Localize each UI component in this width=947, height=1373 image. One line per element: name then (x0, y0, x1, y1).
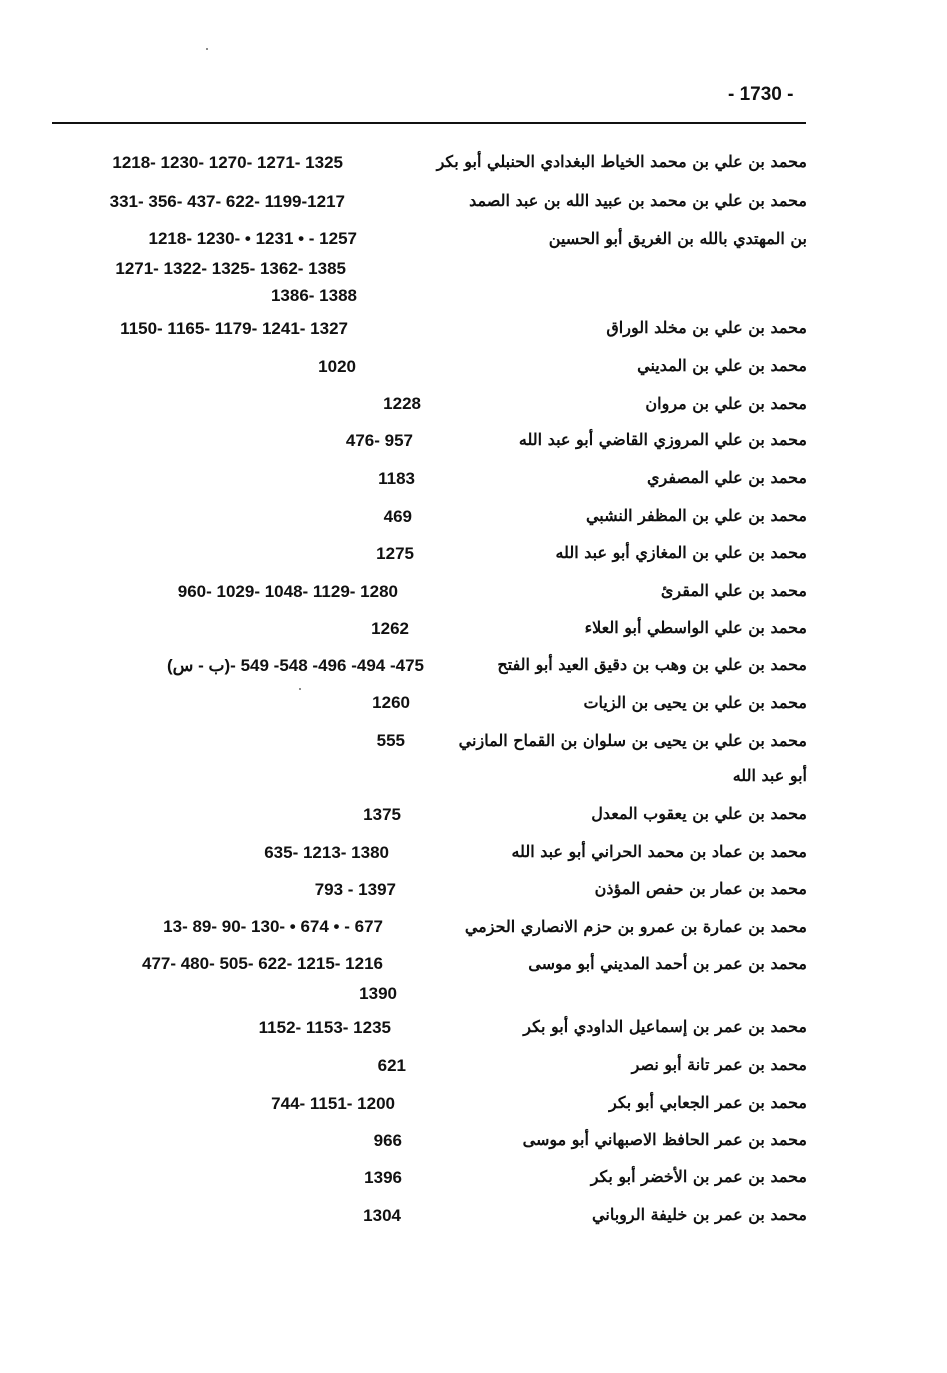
entry-refs: 1390 (359, 984, 397, 1003)
entry-refs: 469 (383, 507, 412, 526)
entry-refs: 331- 356- 437- 622- 1199-1217 (109, 192, 345, 211)
entry-name: محمد بن علي الواسطي أبو العلاء (584, 618, 807, 637)
entry-refs: 1304 (363, 1206, 401, 1225)
entry-name-continued: أبو عبد الله (732, 766, 807, 785)
entry-refs: 1020 (318, 357, 356, 376)
entry-refs: 1396 (364, 1168, 402, 1187)
entry-name: محمد بن علي بن المغازي أبو عبد الله (555, 543, 807, 562)
entry-refs: 793 - 1397 (314, 880, 396, 899)
entry-refs: 621 (377, 1056, 406, 1075)
entry-refs: 1152- 1153- 1235 (258, 1018, 391, 1037)
entry-refs: 13- 89- 90- 130- • 674 • - 677 (163, 917, 383, 936)
entry-refs: 960- 1029- 1048- 1129- 1280 (177, 582, 398, 601)
entry-name: محمد بن علي بن مخلد الوراق (606, 318, 807, 337)
entry-name: بن المهتدي بالله بن الغريق أبو الحسين (548, 229, 807, 248)
entry-name: محمد بن عمر بن إسماعيل الداودي أبو بكر (523, 1017, 807, 1036)
entry-refs: 1386- 1388 (270, 286, 357, 305)
entry-refs: 555 (376, 731, 405, 750)
entry-name: محمد بن علي بن يحيى بن الزيات (583, 693, 807, 712)
entry-name: محمد بن علي المصفري (647, 468, 807, 487)
entry-refs: (ب - س)- 475- 494- 496- 548- 549 (166, 656, 424, 675)
entry-refs: 1150- 1165- 1179- 1241- 1327 (120, 319, 348, 338)
entry-name: محمد بن عمارة بن عمرو بن حزم الانصاري الحزمي (464, 917, 807, 936)
entry-name: محمد بن عمر تانة أبو نصر (631, 1055, 807, 1074)
entry-name: محمد بن علي بن وهب بن دقيق العيد أبو الفتح (497, 655, 807, 674)
entry-name: محمد بن علي بن يحيى بن سلوان بن القماح المازني (458, 731, 807, 750)
entry-name: محمد بن عمر الجعابي أبو بكر (609, 1093, 807, 1112)
entry-refs: 476- 957 (345, 431, 413, 450)
entry-refs: 1183 (378, 469, 415, 488)
page-number: - 1730 - (728, 84, 794, 105)
entry-refs: 477- 480- 505- 622- 1215- 1216 (141, 954, 383, 973)
entry-name: محمد بن علي بن المظفر النشبي (585, 506, 807, 525)
entry-name: محمد بن علي بن محمد الخياط البغدادي الحنبلي أبو بكر (436, 152, 807, 171)
entry-refs: 1271- 1322- 1325- 1362- 1385 (115, 259, 346, 278)
entry-name: محمد بن عمر بن خليفة الروباني (592, 1205, 807, 1224)
entry-name: محمد بن علي بن محمد بن عبيد الله بن عبد الصمد (469, 191, 807, 210)
entry-name: محمد بن عمار بن حفص المؤذن (594, 879, 807, 898)
entry-name: محمد بن عمر بن الأخضر أبو بكر (590, 1167, 807, 1186)
entry-refs: 1260 (372, 693, 410, 712)
entry-refs: 744- 1151- 1200 (271, 1094, 395, 1113)
entry-name: محمد بن علي المقرئ (660, 581, 807, 600)
entry-refs: 1275 (376, 544, 414, 563)
scan-speck (299, 688, 301, 690)
entry-refs: 1218- 1230- 1270- 1271- 1325 (112, 153, 343, 172)
entry-refs: 635- 1213- 1380 (264, 843, 389, 862)
entry-refs: 1262 (371, 619, 409, 638)
entry-name: محمد بن عمر الحافظ الاصبهاني أبو موسى (522, 1130, 807, 1149)
entry-refs: 966 (373, 1131, 402, 1150)
entry-name: محمد بن علي بن يعقوب المعدل (591, 804, 807, 823)
entry-refs: 1218- 1230- • 1231 • - 1257 (148, 229, 357, 248)
entry-name: محمد بن علي بن مروان (645, 394, 807, 413)
scan-speck (206, 48, 208, 50)
entry-name: محمد بن علي المروزي القاضي أبو عبد الله (518, 430, 807, 449)
entry-refs: 1375 (363, 805, 401, 824)
entry-refs: 1228 (383, 394, 421, 413)
entry-name: محمد بن عمر بن أحمد المديني أبو موسى (528, 954, 807, 973)
entry-name: محمد بن علي بن المديني (637, 356, 807, 375)
entry-name: محمد بن عماد بن محمد الحراني أبو عبد الله (511, 842, 807, 861)
